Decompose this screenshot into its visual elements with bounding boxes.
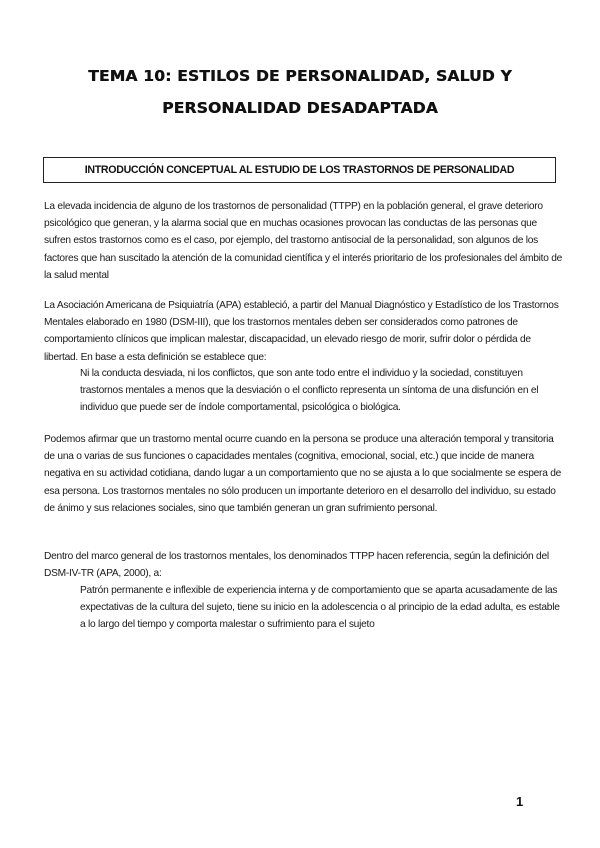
paragraph-incidence: La elevada incidencia de alguno de los trastornos de personalidad (TTPP) en la población general, el grave deterioro psicológico que generan, y la alarma social que en muchas ocasiones provocan las conductas de las personas que sufren estos trastornos como es el caso, por ejemplo, del trastorno antisocial de la personalidad, son algunos de los factores que han suscitado la atención de la comunidad científica y el interés prioritario de los profesionales del ámbito de la salud mental — [44, 201, 563, 281]
document-title-line-2: PERSONALIDAD DESADAPTADA — [162, 99, 438, 117]
paragraph-trastorno-mental: Podemos afirmar que un trastorno mental ocurre cuando en la persona se produce una alteración temporal y transitoria de una o varias de sus funciones o capacidades mentales (cognitiva, emocional, social, etc.) que incide de manera negativa en su actividad cotidiana, dando lugar a un comportamiento que no se ajusta a lo que socialmente se espera de esa persona. Los trastornos mentales no sólo producen un importante deterioro en el desarrollo del individuo, su estado de ánimo y sus relaciones sociales, sino que también generan un gran sufrimiento personal. — [44, 434, 562, 514]
document-title-line-1: TEMA 10: ESTILOS DE PERSONALIDAD, SALUD Y — [88, 67, 512, 85]
page-number: 1 — [516, 794, 524, 809]
paragraph-dsm-iv-tr: Dentro del marco general de los trastornos mentales, los denominados TTPP hacen referencia, según la definición del DSM-IV-TR (APA, 2000), a: — [44, 551, 549, 580]
section-heading-box — [43, 157, 556, 183]
quote-conducta-desviada: Ni la conducta desviada, ni los conflictos, que son ante todo entre el individuo y la sociedad, constituyen trastornos mentales a menos que la desviación o el conflicto representa un síntoma de una disfunción en el individuo que puede ser de índole comportamental, psicológica o biológica. — [80, 368, 539, 414]
quote-patron-permanente: Patrón permanente e inflexible de experiencia interna y de comportamiento que se aparta acusadamente de las expectativas de la cultura del sujeto, tiene su inicio en la adolescencia o al principio de la edad adulta, es estable a lo largo del tiempo y comporta malestar o sufrimiento para el sujeto — [80, 585, 560, 631]
section-heading: INTRODUCCIÓN CONCEPTUAL AL ESTUDIO DE LOS TRASTORNOS DE PERSONALIDAD — [84, 164, 515, 176]
paragraph-apa: La Asociación Americana de Psiquiatría (APA) estableció, a partir del Manual Diagnóstico y Estadístico de los Trastornos Mentales elaborado en 1980 (DSM-III), que los trastornos mentales deben ser considerados como patrones de comportamiento clínicos que implican malestar, discapacidad, un elevado riesgo de morir, sufrir dolor o pérdida de libertad. En base a esta definición se establece que: — [44, 300, 559, 363]
